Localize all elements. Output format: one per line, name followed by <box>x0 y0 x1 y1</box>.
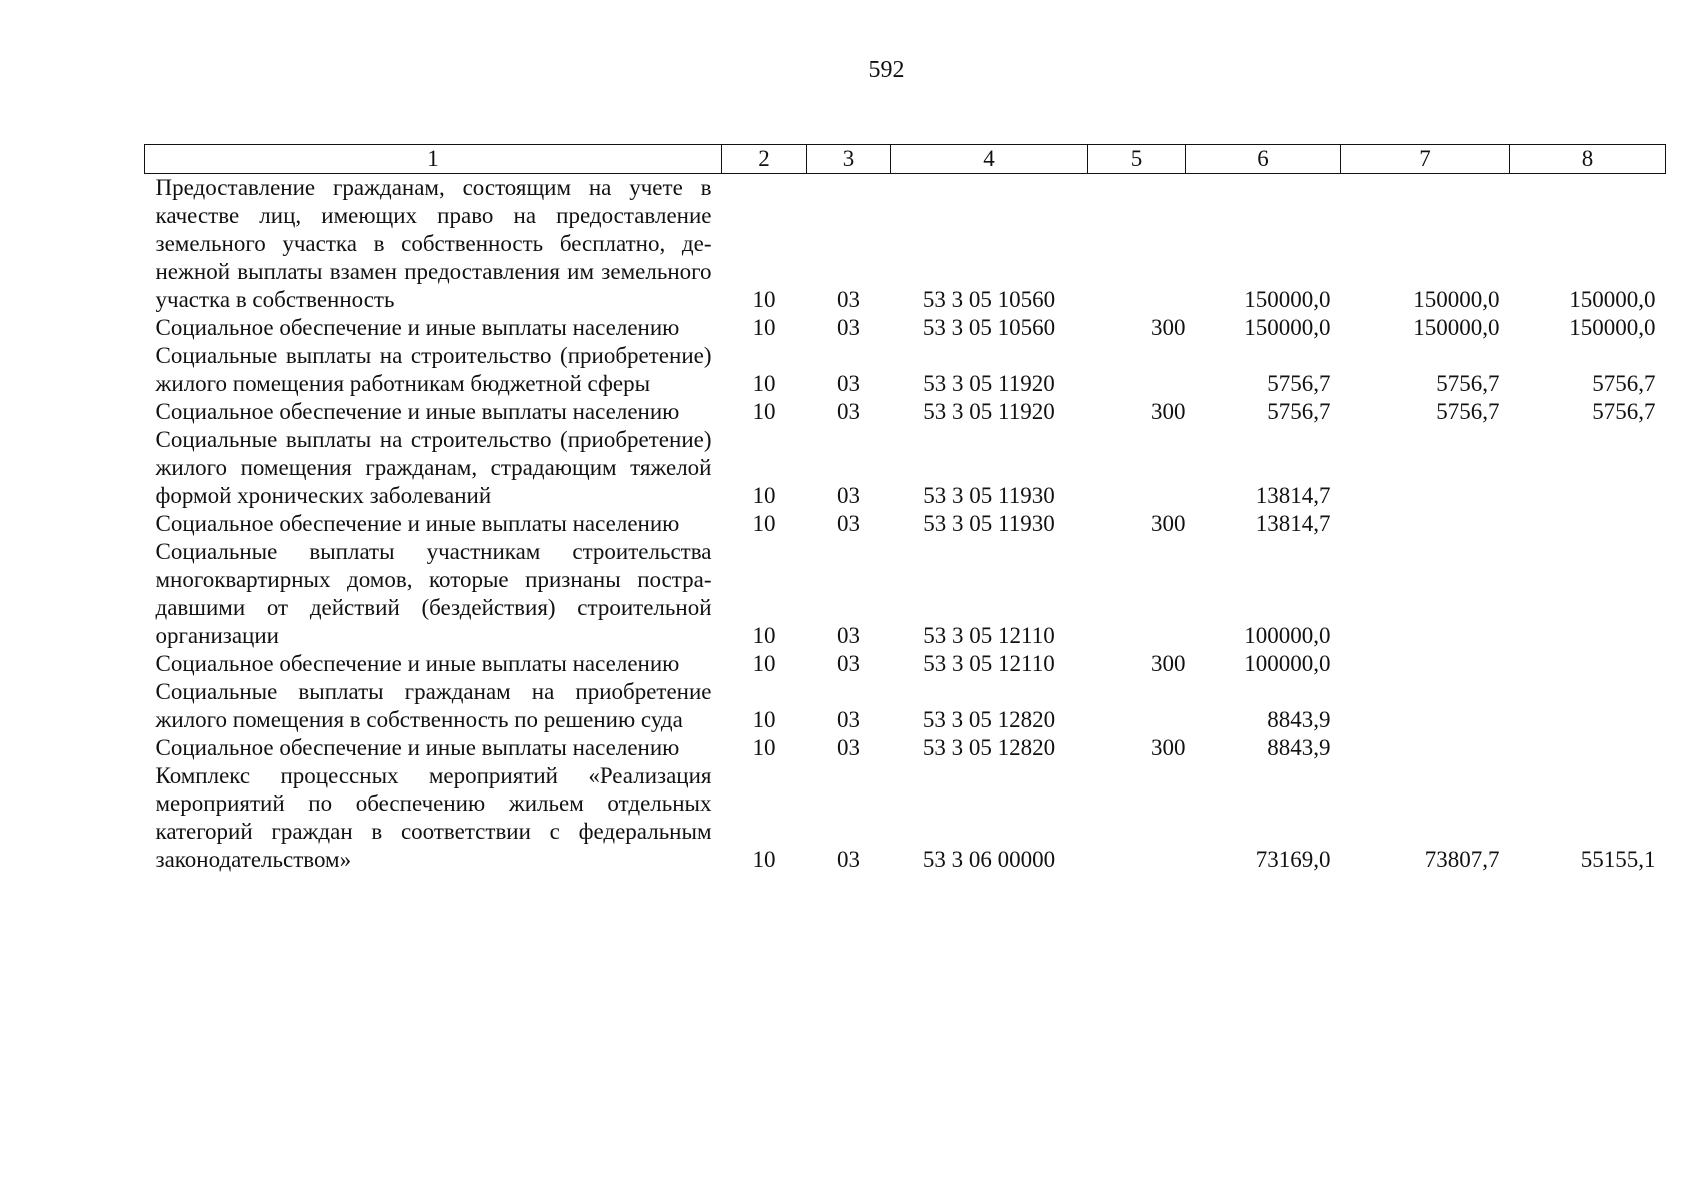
row-subsection: 03 <box>837 399 860 424</box>
row-amount-1: 150000,0 <box>1244 315 1331 340</box>
row-section: 10 <box>752 511 776 536</box>
row-target-code: 53 3 05 10560 <box>922 287 1056 312</box>
row-name: Социальное обеспечение и иные выплаты населению <box>155 735 680 760</box>
row-amount-2: 73807,7 <box>1424 847 1500 872</box>
table-row <box>145 734 1666 762</box>
row-name: Социальное обеспечение и иные выплаты населению <box>155 399 680 424</box>
row-amount-1: 5756,7 <box>1267 399 1331 424</box>
table-row <box>145 398 1666 426</box>
row-target-code: 53 3 05 12110 <box>923 651 1055 676</box>
row-section: 10 <box>752 483 776 508</box>
row-subsection: 03 <box>837 371 860 396</box>
column-header-7: 7 <box>1341 145 1510 174</box>
row-amount-3 <box>1510 678 1666 734</box>
row-amount-1: 13814,7 <box>1255 511 1331 536</box>
row-amount-1: 100000,0 <box>1244 651 1331 676</box>
row-section: 10 <box>752 399 776 424</box>
row-target-code: 53 3 05 11930 <box>923 483 1055 508</box>
row-target-code: 53 3 05 12820 <box>922 707 1056 732</box>
table-row <box>145 342 1666 398</box>
column-header-8: 8 <box>1510 145 1666 174</box>
row-expense-type <box>1088 342 1186 398</box>
row-section: 10 <box>752 287 776 312</box>
row-expense-type <box>1088 762 1186 874</box>
row-expense-type: 300 <box>1151 399 1186 424</box>
row-amount-1: 73169,0 <box>1255 847 1331 872</box>
table-row <box>145 762 1666 874</box>
row-expense-type: 300 <box>1151 315 1186 340</box>
row-name: Комплекс процессных мероприятий «Реализация мероприятий по обеспечению жильем отдельных категорий граждан в соответствии с федеральным законодательством» <box>155 763 712 872</box>
row-name: Социальные выплаты гражданам на приобретение жилого помещения в собственность по решению суда <box>155 679 712 732</box>
row-name: Социальные выплаты участникам строительства многоквартирных домов, которые признаны пострадавшими от действий (бездействия) строительной организации <box>155 539 712 648</box>
row-subsection: 03 <box>837 847 860 872</box>
row-subsection: 03 <box>837 707 860 732</box>
row-target-code: 53 3 05 11920 <box>923 371 1055 396</box>
row-expense-type: 300 <box>1151 735 1186 760</box>
column-header-1: 1 <box>145 145 722 174</box>
row-amount-3 <box>1510 426 1666 510</box>
row-name: Предоставление гражданам, состоящим на учете в качестве лиц, имеющих право на предоставление земельного участка в собственность бесплатно, денежной выплаты взамен предоставления им земельного участка в собственность <box>155 175 712 312</box>
row-subsection: 03 <box>837 287 860 312</box>
row-amount-3: 55155,1 <box>1580 847 1656 872</box>
row-target-code: 53 3 05 11930 <box>923 511 1055 536</box>
row-amount-3: 150000,0 <box>1569 315 1656 340</box>
row-amount-3 <box>1510 734 1666 762</box>
table-row <box>145 510 1666 538</box>
column-header-4: 4 <box>891 145 1088 174</box>
row-section: 10 <box>752 315 776 340</box>
row-section: 10 <box>752 707 776 732</box>
row-name: Социальное обеспечение и иные выплаты населению <box>155 511 680 536</box>
row-amount-1: 8843,9 <box>1267 707 1331 732</box>
row-target-code: 53 3 05 12110 <box>923 623 1055 648</box>
row-name: Социальные выплаты на строительство (приобретение) жилого помещения гражданам, страдающим тяжелой формой хронических заболеваний <box>155 427 712 508</box>
row-subsection: 03 <box>837 483 860 508</box>
row-amount-2: 5756,7 <box>1436 399 1500 424</box>
row-target-code: 53 3 05 10560 <box>922 315 1056 340</box>
column-header-5: 5 <box>1088 145 1186 174</box>
row-amount-2 <box>1341 650 1510 678</box>
row-amount-1: 13814,7 <box>1255 483 1331 508</box>
table-row <box>145 426 1666 510</box>
row-expense-type <box>1088 426 1186 510</box>
row-amount-3: 150000,0 <box>1569 287 1656 312</box>
row-expense-type <box>1088 174 1186 315</box>
row-expense-type: 300 <box>1151 651 1186 676</box>
row-amount-3 <box>1510 510 1666 538</box>
row-section: 10 <box>752 735 776 760</box>
row-target-code: 53 3 05 11920 <box>923 399 1055 424</box>
row-target-code: 53 3 06 00000 <box>922 847 1056 872</box>
row-amount-1: 100000,0 <box>1244 623 1331 648</box>
row-subsection: 03 <box>837 735 860 760</box>
row-subsection: 03 <box>837 623 860 648</box>
row-amount-2 <box>1341 538 1510 650</box>
row-section: 10 <box>752 371 776 396</box>
row-name: Социальное обеспечение и иные выплаты населению <box>155 315 680 340</box>
row-amount-2: 5756,7 <box>1436 371 1500 396</box>
row-amount-2 <box>1341 510 1510 538</box>
header-row <box>145 145 1666 174</box>
row-amount-1: 5756,7 <box>1267 371 1331 396</box>
table-row <box>145 314 1666 342</box>
row-expense-type: 300 <box>1151 511 1186 536</box>
row-section: 10 <box>752 651 776 676</box>
row-amount-3 <box>1510 538 1666 650</box>
row-subsection: 03 <box>837 651 860 676</box>
budget-table <box>144 144 1666 874</box>
table-row <box>145 538 1666 650</box>
row-amount-2: 150000,0 <box>1413 315 1500 340</box>
row-name: Социальное обеспечение и иные выплаты населению <box>155 651 680 676</box>
column-header-6: 6 <box>1186 145 1341 174</box>
row-amount-2 <box>1341 734 1510 762</box>
row-expense-type <box>1088 678 1186 734</box>
table-row <box>145 174 1666 315</box>
row-amount-2 <box>1341 678 1510 734</box>
table-row <box>145 650 1666 678</box>
row-amount-1: 8843,9 <box>1267 735 1331 760</box>
row-subsection: 03 <box>837 315 860 340</box>
row-expense-type <box>1088 538 1186 650</box>
table-row <box>145 678 1666 734</box>
row-section: 10 <box>752 847 776 872</box>
row-target-code: 53 3 05 12820 <box>922 735 1056 760</box>
row-subsection: 03 <box>837 511 860 536</box>
row-amount-2 <box>1341 426 1510 510</box>
row-amount-1: 150000,0 <box>1244 287 1331 312</box>
row-name: Социальные выплаты на строительство (приобретение) жилого помещения работникам бюджетной сферы <box>155 343 712 396</box>
row-amount-3: 5756,7 <box>1592 399 1656 424</box>
row-section: 10 <box>752 623 776 648</box>
row-amount-3: 5756,7 <box>1592 371 1656 396</box>
row-amount-2: 150000,0 <box>1413 287 1500 312</box>
row-amount-3 <box>1510 650 1666 678</box>
column-header-3: 3 <box>807 145 891 174</box>
page-number: 592 <box>868 57 905 83</box>
column-header-2: 2 <box>722 145 807 174</box>
